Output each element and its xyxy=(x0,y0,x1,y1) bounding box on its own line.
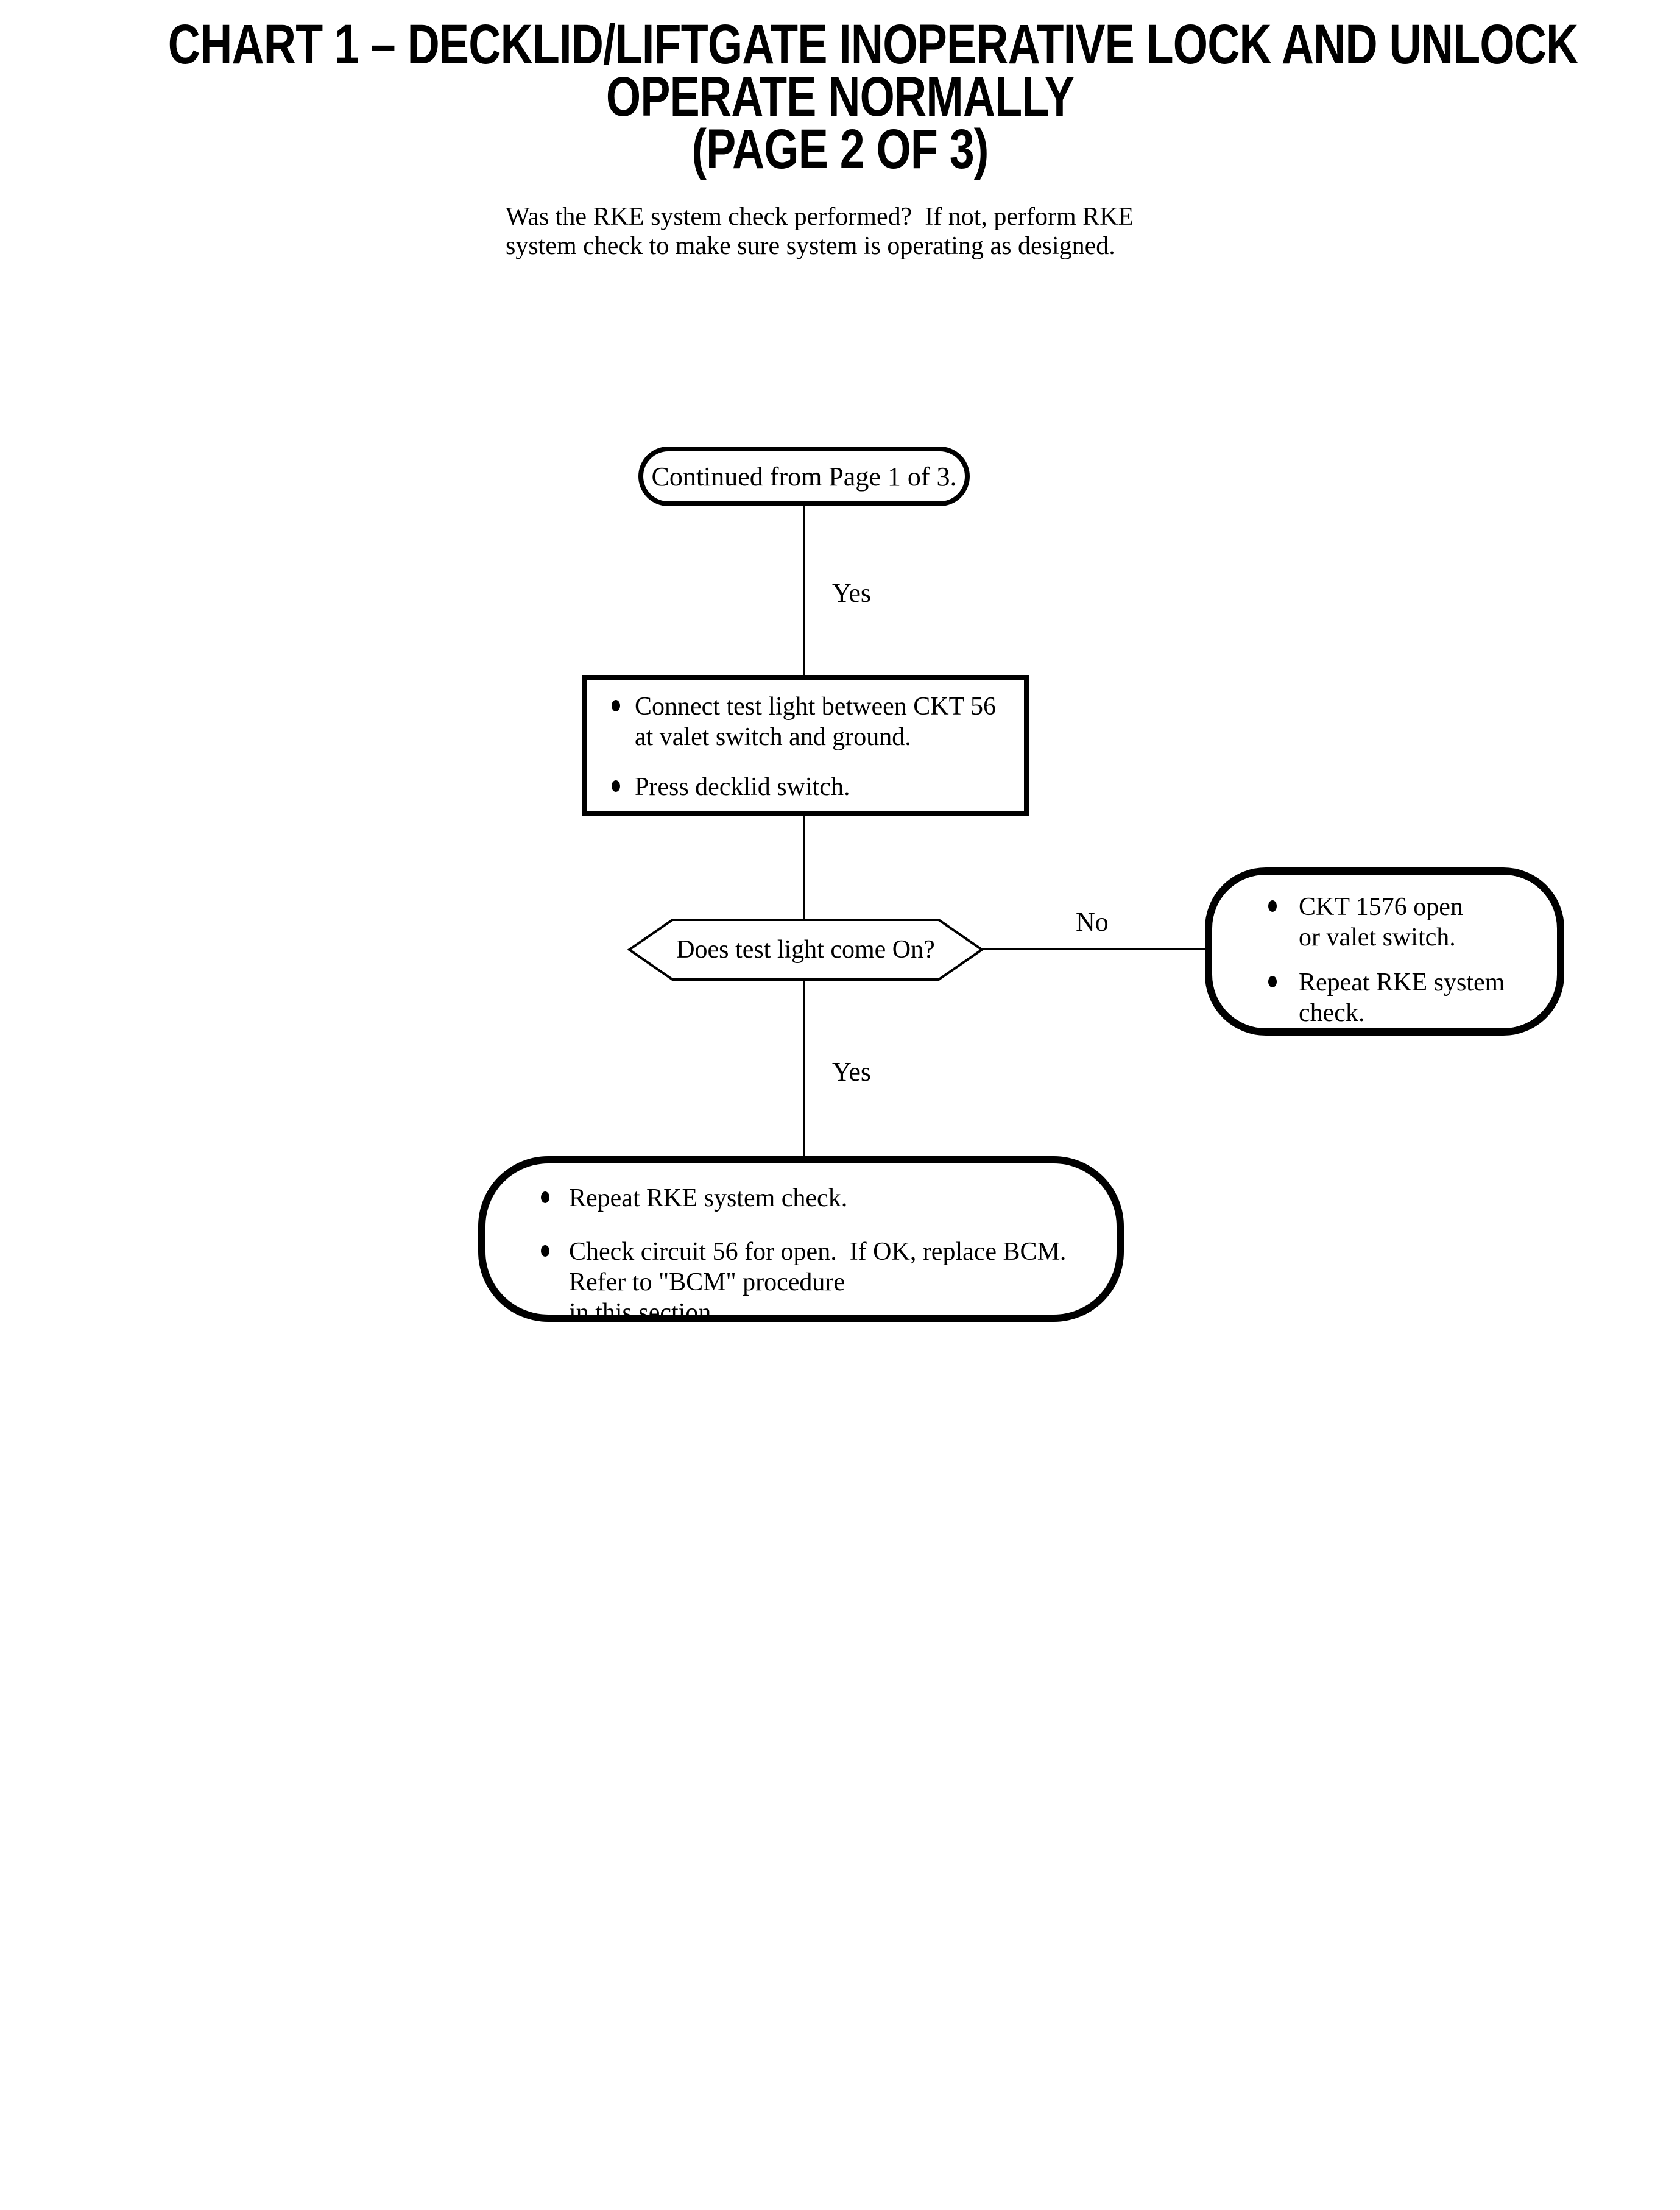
result-yes-bullet-2-line-2: Refer to "BCM" procedure xyxy=(569,1268,845,1296)
edge-label-no: No xyxy=(1076,907,1109,937)
decision-hexagon xyxy=(627,918,984,981)
chart-title-line-1: CHART 1 – DECKLID/LIFTGATE INOPERATIVE LOCK AND UNLOCK xyxy=(168,13,1578,76)
process-bullet-1 xyxy=(612,691,1018,752)
result-no-bullet-1-line-1: CKT 1576 open xyxy=(1299,893,1463,921)
bullet-icon xyxy=(612,700,620,711)
process-box xyxy=(582,675,1029,816)
connector-action-to-decision xyxy=(803,814,805,920)
intro-text-line-1: Was the RKE system check performed? If not, perform RKE xyxy=(506,203,1134,231)
connector-decision-to-no xyxy=(981,948,1207,950)
result-yes-bullet-1-line-1: Repeat RKE system check. xyxy=(569,1184,848,1212)
bullet-icon xyxy=(612,780,620,792)
process-bullet-2 xyxy=(612,772,1018,802)
chart-title-line-3: (PAGE 2 OF 3) xyxy=(691,118,989,180)
result-no-bullet-1-line-2: or valet switch. xyxy=(1299,923,1456,951)
bullet-icon xyxy=(541,1245,549,1257)
connector-decision-to-yes xyxy=(803,979,805,1159)
chart-title xyxy=(0,13,1680,180)
edge-label-yes-2: Yes xyxy=(832,1057,872,1087)
process-bullet-2-line-1: Press decklid switch. xyxy=(635,773,850,801)
intro-text xyxy=(506,202,1134,261)
result-yes-bullet-2-line-3: in this section. xyxy=(569,1299,718,1327)
process-bullet-1-line-2: at valet switch and ground. xyxy=(635,723,911,751)
result-yes-bullet-1 xyxy=(541,1183,1110,1213)
result-yes-bullet-2 xyxy=(541,1237,1110,1328)
connector-start-to-action xyxy=(803,505,805,677)
start-terminal-label: Continued from Page 1 of 3. xyxy=(651,461,957,492)
result-no-bullet-2-line-1: Repeat RKE system xyxy=(1299,969,1505,997)
result-box-yes xyxy=(478,1156,1124,1327)
result-box-no xyxy=(1205,867,1564,1036)
result-no-bullet-2 xyxy=(1268,967,1551,1028)
bullet-icon xyxy=(541,1191,549,1203)
result-yes-bullet-2-line-1: Check circuit 56 for open. If OK, replace BCM. xyxy=(569,1238,1067,1266)
process-bullet-1-line-1: Connect test light between CKT 56 xyxy=(635,693,996,721)
edge-label-yes-1: Yes xyxy=(832,578,872,608)
chart-title-line-2: OPERATE NORMALLY xyxy=(605,66,1075,128)
decision-label: Does test light come On? xyxy=(676,936,935,964)
result-no-bullet-2-line-2: check. xyxy=(1299,999,1365,1027)
result-no-bullet-1 xyxy=(1268,892,1551,953)
bullet-icon xyxy=(1268,976,1277,987)
bullet-icon xyxy=(1268,900,1277,912)
intro-text-line-2: system check to make sure system is operating as designed. xyxy=(506,232,1115,260)
start-terminal xyxy=(638,447,970,506)
